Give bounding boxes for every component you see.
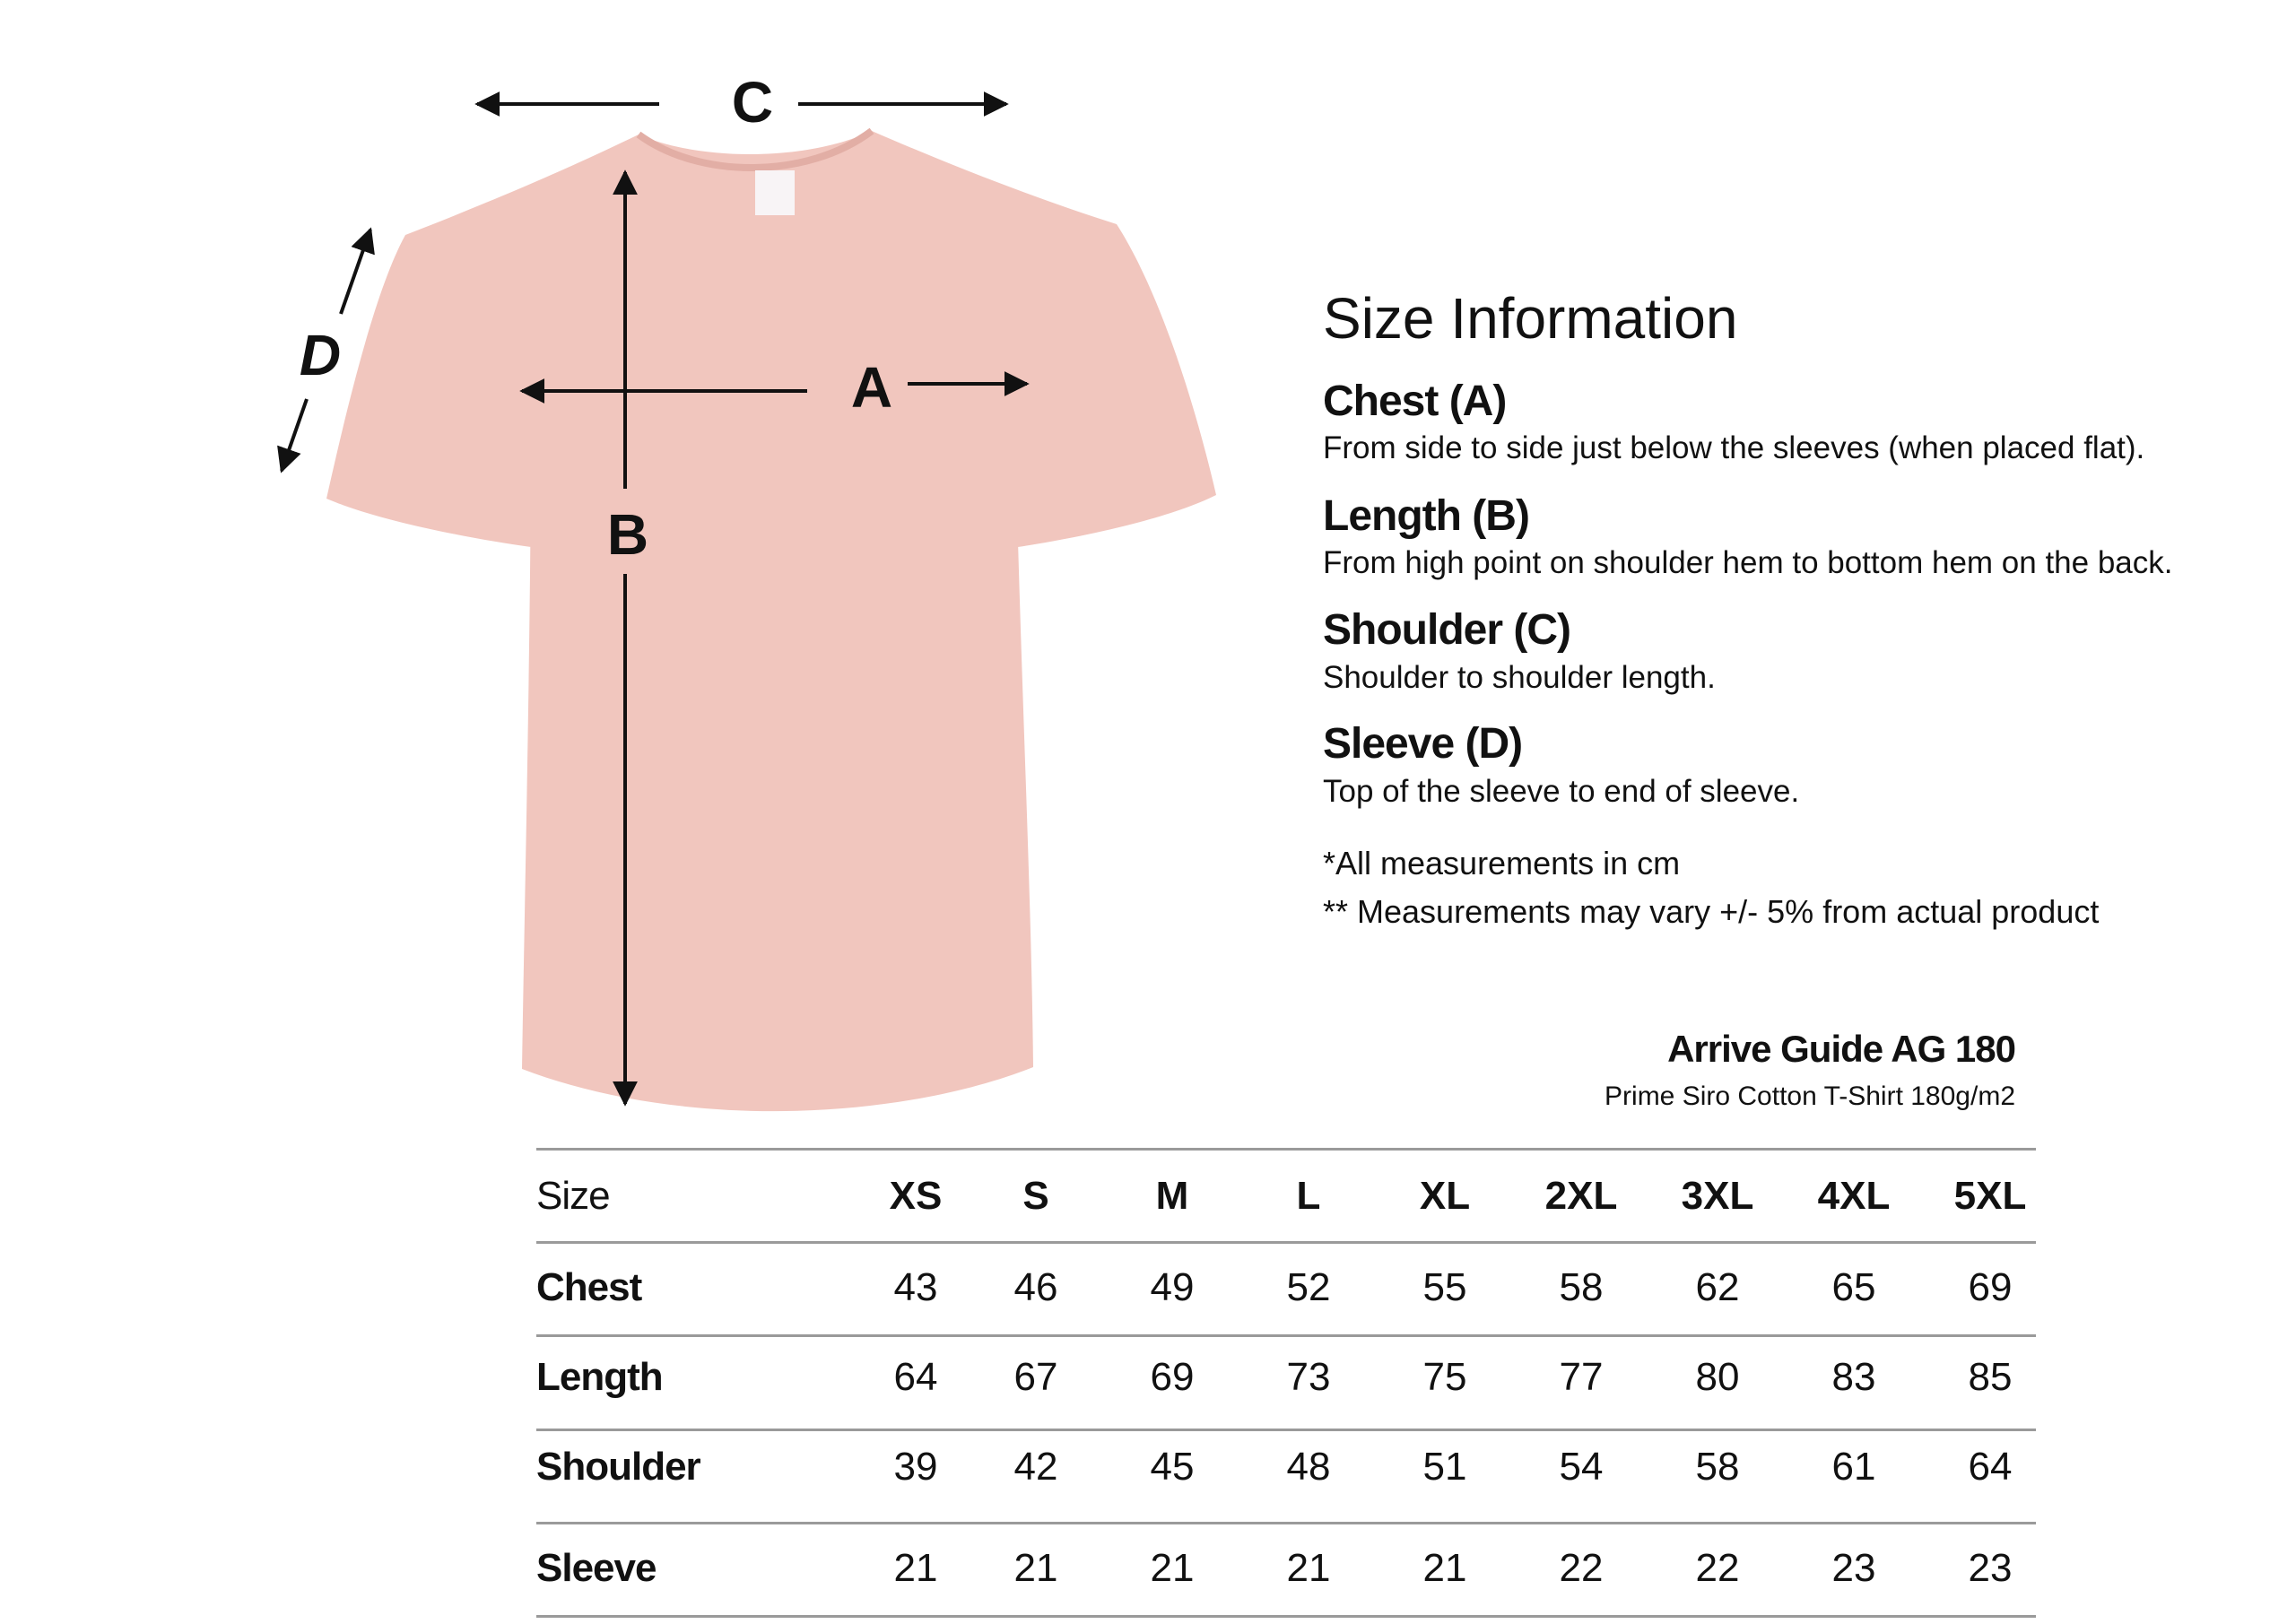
note-variance: ** Measurements may vary +/- 5% from actual product xyxy=(1323,893,2100,930)
size-header-label: Size xyxy=(536,1174,610,1218)
table-cell: 43 xyxy=(893,1265,938,1309)
sleeve-heading: Sleeve (D) xyxy=(1323,720,1523,768)
size-info-title: Size Information xyxy=(1323,286,1738,351)
size-column-header: 3XL xyxy=(1681,1174,1754,1218)
table-cell: 61 xyxy=(1831,1445,1876,1489)
table-divider xyxy=(536,1429,2036,1431)
table-cell: 46 xyxy=(1013,1265,1058,1309)
row-label: Sleeve xyxy=(536,1546,657,1590)
table-cell: 54 xyxy=(1559,1445,1604,1489)
table-cell: 64 xyxy=(893,1355,938,1399)
table-cell: 21 xyxy=(1286,1546,1331,1590)
table-divider xyxy=(536,1334,2036,1337)
table-cell: 21 xyxy=(1013,1546,1058,1590)
table-cell: 58 xyxy=(1559,1265,1604,1309)
table-cell: 80 xyxy=(1695,1355,1740,1399)
table-cell: 67 xyxy=(1013,1355,1058,1399)
table-cell: 85 xyxy=(1968,1355,2013,1399)
table-cell: 64 xyxy=(1968,1445,2013,1489)
chest-desc: From side to side just below the sleeves (when placed flat). xyxy=(1323,430,2145,465)
table-cell: 21 xyxy=(1150,1546,1195,1590)
table-cell: 49 xyxy=(1150,1265,1195,1309)
table-divider xyxy=(536,1615,2036,1618)
shoulder-heading: Shoulder (C) xyxy=(1323,606,1570,654)
table-cell: 65 xyxy=(1831,1265,1876,1309)
table-cell: 83 xyxy=(1831,1355,1876,1399)
row-label: Chest xyxy=(536,1265,642,1309)
table-cell: 52 xyxy=(1286,1265,1331,1309)
table-cell: 58 xyxy=(1695,1445,1740,1489)
product-subtitle: Prime Siro Cotton T-Shirt 180g/m2 xyxy=(1605,1081,2015,1111)
label-a: A xyxy=(850,355,893,420)
product-name: Arrive Guide AG 180 xyxy=(1667,1028,2015,1070)
table-cell: 21 xyxy=(893,1546,938,1590)
size-column-header: 2XL xyxy=(1544,1174,1618,1218)
neck-label-icon xyxy=(755,170,795,215)
length-desc: From high point on shoulder hem to bottom hem on the back. xyxy=(1323,545,2173,580)
size-column-header: XL xyxy=(1419,1174,1471,1218)
table-cell: 75 xyxy=(1422,1355,1467,1399)
table-cell: 48 xyxy=(1286,1445,1331,1489)
table-cell: 39 xyxy=(893,1445,938,1489)
table-cell: 55 xyxy=(1422,1265,1467,1309)
table-cell: 62 xyxy=(1695,1265,1740,1309)
size-column-header: S xyxy=(1022,1174,1049,1218)
row-label: Length xyxy=(536,1355,663,1399)
sleeve-desc: Top of the sleeve to end of sleeve. xyxy=(1323,774,1800,809)
size-column-header: 5XL xyxy=(1953,1174,2027,1218)
table-cell: 22 xyxy=(1559,1546,1604,1590)
table-cell: 51 xyxy=(1422,1445,1467,1489)
table-cell: 77 xyxy=(1559,1355,1604,1399)
table-cell: 42 xyxy=(1013,1445,1058,1489)
arrow-d-down xyxy=(282,399,307,471)
table-cell: 21 xyxy=(1422,1546,1467,1590)
length-heading: Length (B) xyxy=(1323,492,1529,540)
table-cell: 69 xyxy=(1150,1355,1195,1399)
size-column-header: XS xyxy=(889,1174,943,1218)
arrow-d-up xyxy=(341,230,370,314)
table-cell: 23 xyxy=(1831,1546,1876,1590)
table-divider xyxy=(536,1522,2036,1524)
table-cell: 69 xyxy=(1968,1265,2013,1309)
table-cell: 22 xyxy=(1695,1546,1740,1590)
tshirt-body xyxy=(326,131,1216,1111)
label-c: C xyxy=(731,70,774,135)
size-column-header: L xyxy=(1296,1174,1321,1218)
table-divider xyxy=(536,1148,2036,1151)
chest-heading: Chest (A) xyxy=(1323,378,1507,425)
size-column-header: M xyxy=(1155,1174,1189,1218)
size-column-header: 4XL xyxy=(1817,1174,1891,1218)
label-d: D xyxy=(299,323,342,387)
table-cell: 23 xyxy=(1968,1546,2013,1590)
shoulder-desc: Shoulder to shoulder length. xyxy=(1323,660,1716,695)
row-label: Shoulder xyxy=(536,1445,700,1489)
table-cell: 45 xyxy=(1150,1445,1195,1489)
table-divider xyxy=(536,1241,2036,1244)
table-cell: 73 xyxy=(1286,1355,1331,1399)
note-units: *All measurements in cm xyxy=(1323,845,1681,881)
label-b: B xyxy=(606,502,649,567)
